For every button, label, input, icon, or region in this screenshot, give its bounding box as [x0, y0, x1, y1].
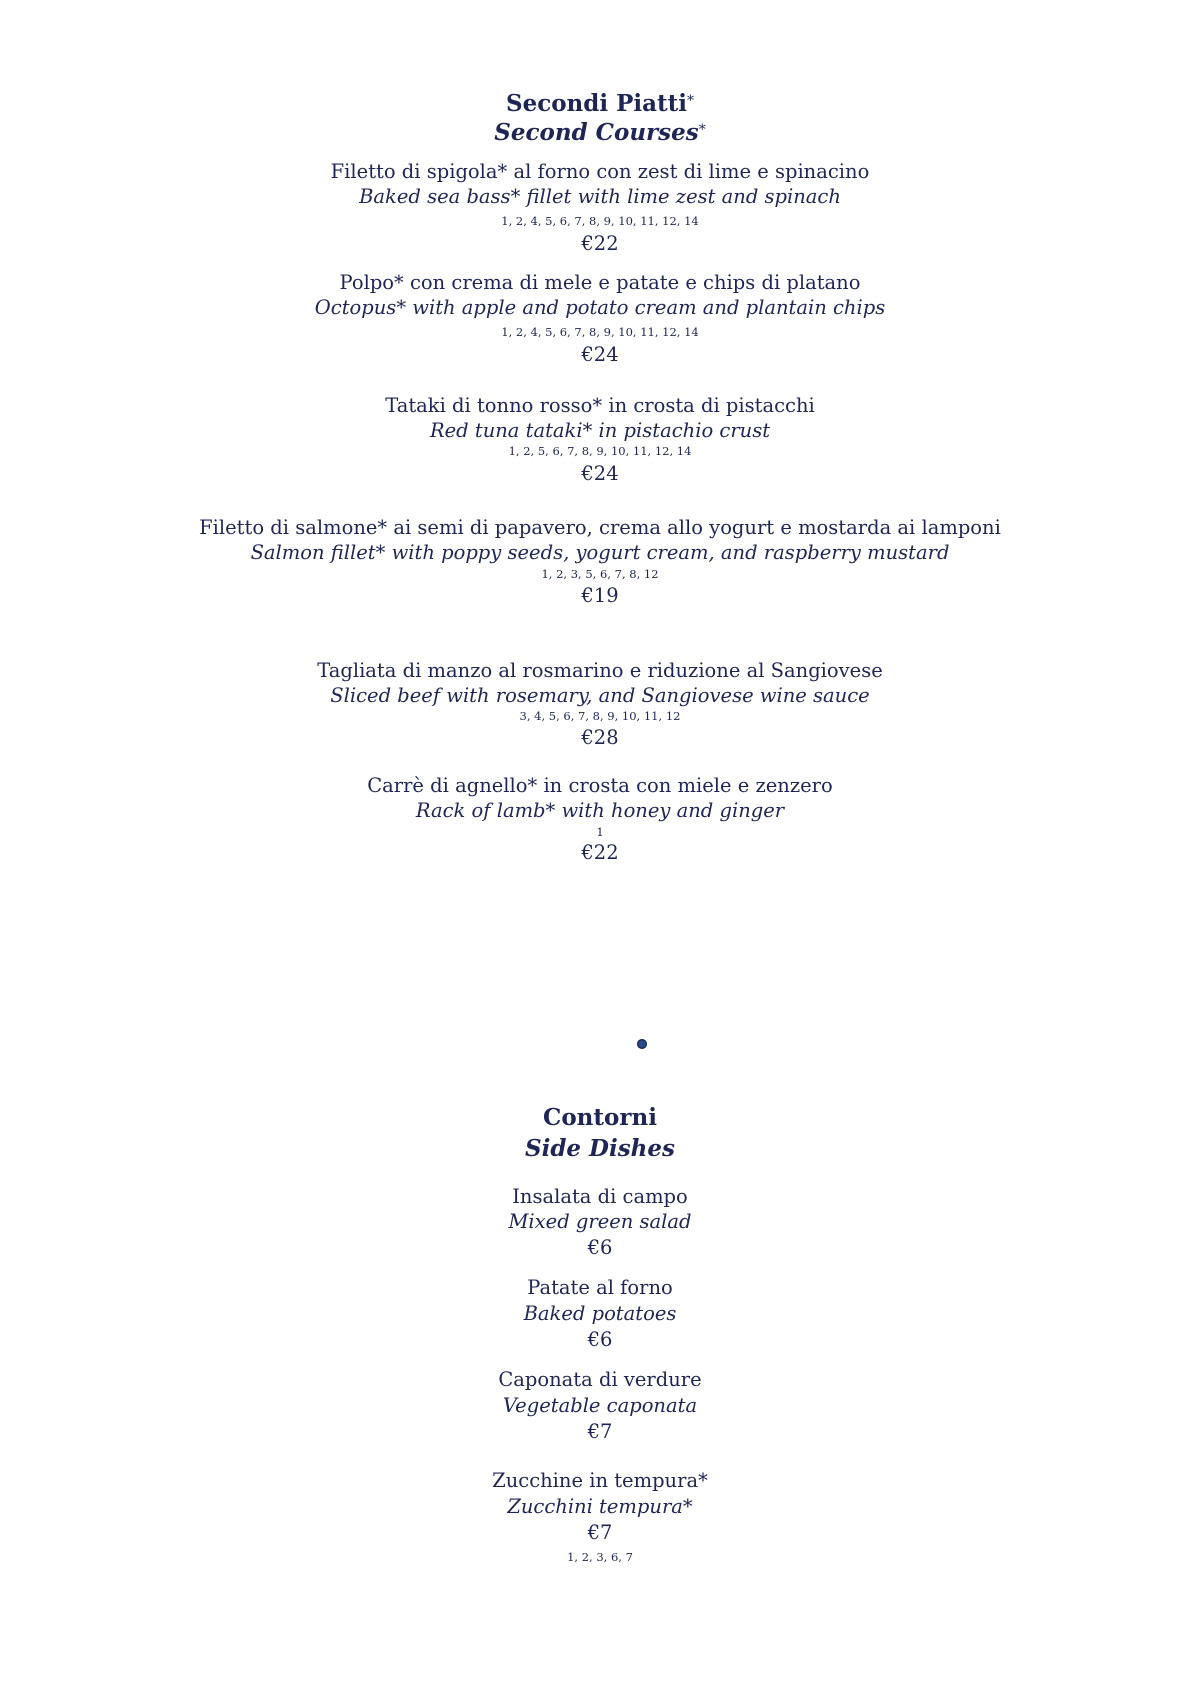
side-name-it: Insalata di campo: [512, 1185, 688, 1208]
side-name-it: Patate al forno: [527, 1276, 673, 1299]
dish-name-it: Tagliata di manzo al rosmarino e riduzione al Sangiovese: [317, 659, 883, 682]
dish-price: €24: [581, 343, 619, 366]
side-name-en: Zucchini tempura*: [507, 1495, 693, 1518]
dish-name-it: Polpo* con crema di mele e patate e chips di platano: [339, 271, 861, 294]
dish-price: €22: [581, 841, 619, 864]
title-asterisk: *: [698, 122, 706, 138]
dish-name-en: Sliced beef with rosemary, and Sangiovese wine sauce: [330, 684, 870, 707]
side-allergens: 1, 2, 3, 6, 7: [567, 1550, 633, 1564]
dish-allergens: 1, 2, 3, 5, 6, 7, 8, 12: [541, 567, 659, 581]
dish-name-it: Filetto di salmone* ai semi di papavero, crema allo yogurt e mostarda ai lamponi: [199, 516, 1001, 539]
section-title-it: Secondi Piatti: [505, 90, 688, 117]
dish-price: €24: [581, 462, 619, 485]
side-price: €7: [587, 1521, 613, 1544]
section-title-contorni: Contorni: [543, 1104, 657, 1131]
title-asterisk: *: [687, 93, 695, 109]
side-price: €7: [587, 1420, 613, 1443]
dish-name-en: Baked sea bass* fillet with lime zest and spinach: [359, 185, 841, 208]
dish-name-en: Octopus* with apple and potato cream and plantain chips: [314, 296, 886, 319]
dish-allergens: 3, 4, 5, 6, 7, 8, 9, 10, 11, 12: [519, 709, 681, 723]
dish-price: €19: [581, 584, 619, 607]
dish-price: €22: [581, 232, 619, 255]
side-name-en: Baked potatoes: [523, 1302, 677, 1325]
dish-name-en: Rack of lamb* with honey and ginger: [415, 799, 785, 822]
section-title-en: Second Courses: [494, 119, 699, 146]
side-price: €6: [587, 1328, 613, 1351]
dish-allergens: 1, 2, 5, 6, 7, 8, 9, 10, 11, 12, 14: [508, 444, 692, 458]
side-name-it: Caponata di verdure: [498, 1368, 702, 1391]
side-name-it: Zucchine in tempura*: [492, 1469, 708, 1492]
dish-name-en: Red tuna tataki* in pistachio crust: [429, 419, 771, 442]
section-title-contorni-en: Side Dishes: [524, 1135, 675, 1162]
section-divider-dot: [637, 1039, 647, 1049]
dish-name-it: Carrè di agnello* in crosta con miele e zenzero: [367, 774, 833, 797]
side-price: €6: [587, 1236, 613, 1259]
side-name-en: Vegetable caponata: [502, 1394, 698, 1417]
dish-price: €28: [581, 726, 619, 749]
dish-allergens: 1: [596, 825, 604, 839]
side-name-en: Mixed green salad: [508, 1210, 692, 1233]
section-title-secondi-en: [0, 115, 1200, 148]
dish-name-en: Salmon fillet* with poppy seeds, yogurt cream, and raspberry mustard: [250, 541, 950, 564]
dish-name-it: Filetto di spigola* al forno con zest di lime e spinacino: [330, 160, 870, 183]
dish-allergens: 1, 2, 4, 5, 6, 7, 8, 9, 10, 11, 12, 14: [501, 214, 699, 228]
dish-allergens: 1, 2, 4, 5, 6, 7, 8, 9, 10, 11, 12, 14: [501, 325, 699, 339]
dish-name-it: Tataki di tonno rosso* in crosta di pistacchi: [385, 394, 815, 417]
